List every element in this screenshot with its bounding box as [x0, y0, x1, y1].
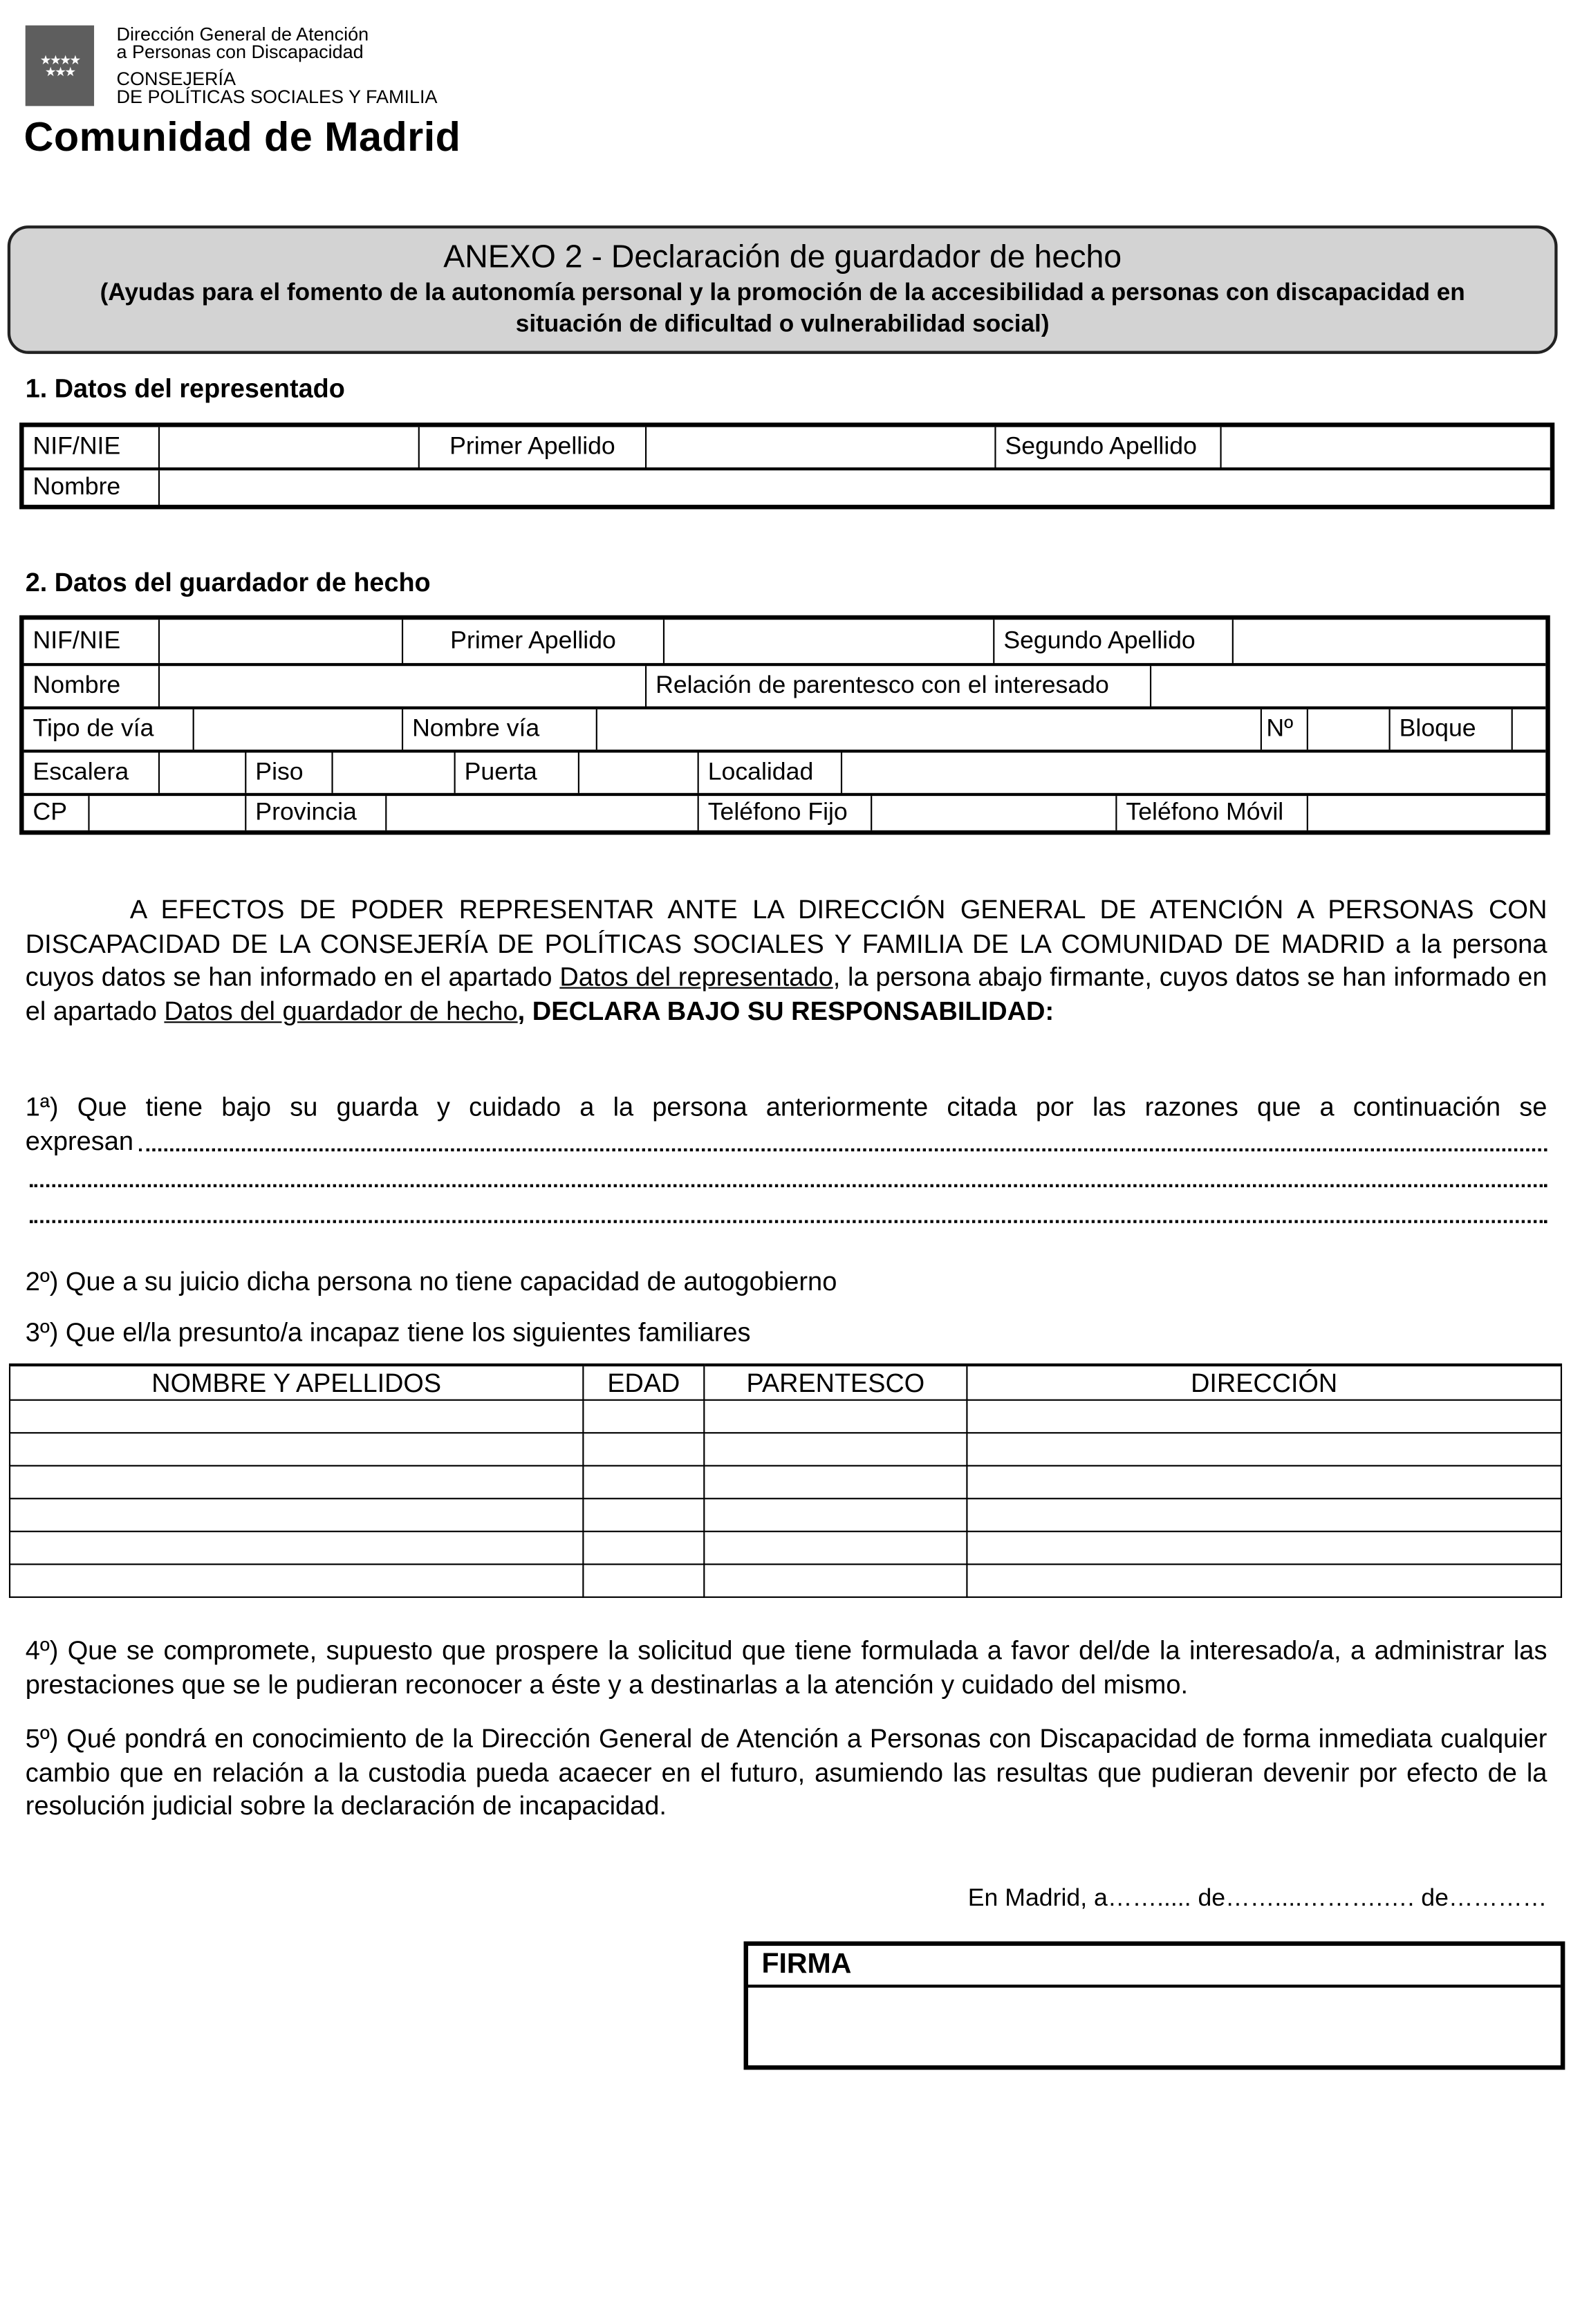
cell-edad[interactable]	[583, 1433, 704, 1466]
nif-label: NIF/NIE	[32, 627, 121, 654]
primer-apellido-input[interactable]	[663, 620, 993, 663]
item-1-reasons	[26, 1124, 1547, 1158]
date-line[interactable]: En Madrid, a……..... de……....……….…. de…………	[967, 1884, 1547, 1912]
nombre-via-input[interactable]	[596, 709, 1261, 750]
cell-edad[interactable]	[583, 1466, 704, 1499]
segundo-apellido-input[interactable]	[1220, 427, 1550, 467]
segundo-apellido-label: Segundo Apellido	[994, 427, 1220, 467]
nombre-via-label: Nombre vía	[402, 709, 596, 750]
table-row	[10, 1400, 1561, 1433]
localidad-input[interactable]	[841, 752, 1545, 792]
reason-line[interactable]	[30, 1217, 1547, 1223]
escalera-input[interactable]	[158, 752, 245, 792]
cell-nombre[interactable]	[10, 1400, 583, 1433]
cell-nombre[interactable]	[10, 1466, 583, 1499]
relacion-label: Relación de parentesco con el interesado	[645, 666, 1150, 706]
primer-apellido-input[interactable]	[645, 427, 994, 467]
telefono-movil-input[interactable]	[1307, 796, 1546, 830]
intro-text: A EFECTOS DE PODER REPRESENTAR ANTE LA DIRECCIÓN GENERAL DE ATENCIÓN A PERSONAS CON DISCAPACIDAD DE LA CONSEJERÍA DE POLÍTICAS SOCIALES Y FAMILIA DE LA COMUNIDAD DE MADRID a la persona cuyos datos se han informado en el apartado	[25, 894, 1547, 992]
item-3: 3º) Que el/la presunto/a incapaz tiene los siguientes familiares	[25, 1317, 751, 1348]
declaration-intro	[26, 893, 1547, 1029]
table-row	[10, 1433, 1561, 1466]
comunidad-madrid-logo	[26, 26, 94, 106]
cell-direccion[interactable]	[967, 1498, 1561, 1532]
escalera-label: Escalera	[32, 759, 129, 786]
nombre-label: Nombre	[32, 473, 121, 501]
item-1: 1ª) Que tiene bajo su guarda y cuidado a la persona anteriormente citada por las razones que a continuación se	[25, 1091, 1547, 1122]
primer-apellido-label: Primer Apellido	[418, 427, 645, 467]
bloque-label: Bloque	[1389, 709, 1512, 750]
org-line: Dirección General de Atención	[116, 24, 369, 45]
cp-input[interactable]	[88, 796, 245, 830]
cell-nombre[interactable]	[10, 1532, 583, 1565]
segundo-apellido-label: Segundo Apellido	[993, 620, 1232, 663]
section-heading: 1. Datos del representado	[25, 373, 345, 404]
representado-table	[19, 422, 1554, 509]
datos-representado-ref: Datos del representado	[559, 962, 833, 992]
numero-label: Nº	[1261, 709, 1307, 750]
firma-label: FIRMA	[748, 1946, 1561, 1987]
cell-parentesco[interactable]	[704, 1466, 967, 1499]
nif-input[interactable]	[158, 620, 402, 663]
reason-line[interactable]	[140, 1148, 1547, 1151]
telefono-movil-label: Teléfono Móvil	[1115, 796, 1306, 830]
nombre-label: Nombre	[32, 671, 121, 699]
cell-direccion[interactable]	[967, 1564, 1561, 1597]
puerta-input[interactable]	[578, 752, 698, 792]
cell-nombre[interactable]	[10, 1433, 583, 1466]
col-header-nombre: NOMBRE Y APELLIDOS	[10, 1365, 583, 1400]
piso-input[interactable]	[331, 752, 454, 792]
cell-parentesco[interactable]	[704, 1400, 967, 1433]
piso-label: Piso	[245, 752, 331, 792]
provincia-label: Provincia	[245, 796, 385, 830]
tipo-via-label: Tipo de vía	[32, 715, 154, 743]
stars-icon: ★★★★ ★★★	[39, 52, 80, 80]
nombre-input[interactable]	[158, 666, 645, 706]
localidad-label: Localidad	[698, 752, 841, 792]
nif-label: NIF/NIE	[32, 433, 121, 461]
guardador-table	[19, 615, 1550, 835]
familiares-table	[9, 1364, 1562, 1598]
table-row	[10, 1498, 1561, 1532]
cell-direccion[interactable]	[967, 1400, 1561, 1433]
table-row	[10, 1532, 1561, 1565]
segundo-apellido-input[interactable]	[1232, 620, 1546, 663]
cell-edad[interactable]	[583, 1400, 704, 1433]
reason-line[interactable]	[30, 1181, 1547, 1187]
nombre-input[interactable]	[158, 470, 1550, 505]
cell-nombre[interactable]	[10, 1498, 583, 1532]
datos-guardador-ref: Datos del guardador de hecho	[164, 996, 518, 1026]
nif-input[interactable]	[158, 427, 418, 467]
relacion-input[interactable]	[1150, 666, 1545, 706]
item-2: 2º) Que a su juicio dicha persona no tiene capacidad de autogobierno	[25, 1266, 837, 1296]
cell-edad[interactable]	[583, 1532, 704, 1565]
telefono-fijo-label: Teléfono Fijo	[698, 796, 871, 830]
cell-nombre[interactable]	[10, 1564, 583, 1597]
title-box	[8, 225, 1558, 354]
cp-label: CP	[32, 799, 68, 826]
page-title: ANEXO 2 - Declaración de guardador de hecho	[443, 239, 1122, 275]
puerta-label: Puerta	[454, 752, 578, 792]
telefono-fijo-input[interactable]	[871, 796, 1115, 830]
intro-text: , la persona abajo firmante, cuyos datos se han informado en el apartado	[25, 962, 1547, 1026]
section-heading: 2. Datos del guardador de hecho	[25, 567, 431, 597]
cell-direccion[interactable]	[967, 1433, 1561, 1466]
item-1-cont: expresan	[25, 1126, 134, 1156]
col-header-direccion: DIRECCIÓN	[967, 1365, 1561, 1400]
provincia-input[interactable]	[385, 796, 697, 830]
org-line: a Personas con Discapacidad	[116, 41, 364, 63]
numero-input[interactable]	[1307, 709, 1389, 750]
brand-name: Comunidad de Madrid	[24, 113, 461, 160]
table-row	[10, 1564, 1561, 1597]
page-subtitle: situación de dificultad o vulnerabilidad social)	[515, 310, 1050, 338]
cell-direccion[interactable]	[967, 1466, 1561, 1499]
col-header-edad: EDAD	[583, 1365, 704, 1400]
item-5: 5º) Qué pondrá en conocimiento de la Dirección General de Atención a Personas con Discapacidad de forma inmediata cualquier cambio que en relación a la custodia pueda acaecer en el futuro, asumiendo las resultas que pudieran devenir por efecto de la resolución judicial sobre la declaración de incapacidad.	[25, 1723, 1547, 1821]
bloque-input[interactable]	[1512, 709, 1546, 750]
org-line: CONSEJERÍA	[116, 68, 236, 90]
table-row	[10, 1466, 1561, 1499]
cell-edad[interactable]	[583, 1564, 704, 1597]
cell-direccion[interactable]	[967, 1532, 1561, 1565]
signature-area[interactable]	[748, 1988, 1561, 2069]
org-line: DE POLÍTICAS SOCIALES Y FAMILIA	[116, 86, 438, 108]
page-subtitle: (Ayudas para el fomento de la autonomía personal y la promoción de la accesibilidad a personas con discapacidad en	[100, 279, 1465, 306]
cell-parentesco[interactable]	[704, 1433, 967, 1466]
col-header-parentesco: PARENTESCO	[704, 1365, 967, 1400]
cell-parentesco[interactable]	[704, 1564, 967, 1597]
item-4: 4º) Que se compromete, supuesto que prospere la solicitud que tiene formulada a favor del/de la interesado/a, a administrar las prestaciones que se le pudieran reconocer a éste y a destinarlas a la atención y cuidado del mismo.	[25, 1635, 1547, 1700]
tipo-via-input[interactable]	[193, 709, 402, 750]
primer-apellido-label: Primer Apellido	[402, 620, 663, 663]
cell-edad[interactable]	[583, 1498, 704, 1532]
signature-box	[744, 1942, 1565, 2070]
cell-parentesco[interactable]	[704, 1498, 967, 1532]
cell-parentesco[interactable]	[704, 1532, 967, 1565]
declara-text: , DECLARA BAJO SU RESPONSABILIDAD:	[517, 996, 1054, 1026]
